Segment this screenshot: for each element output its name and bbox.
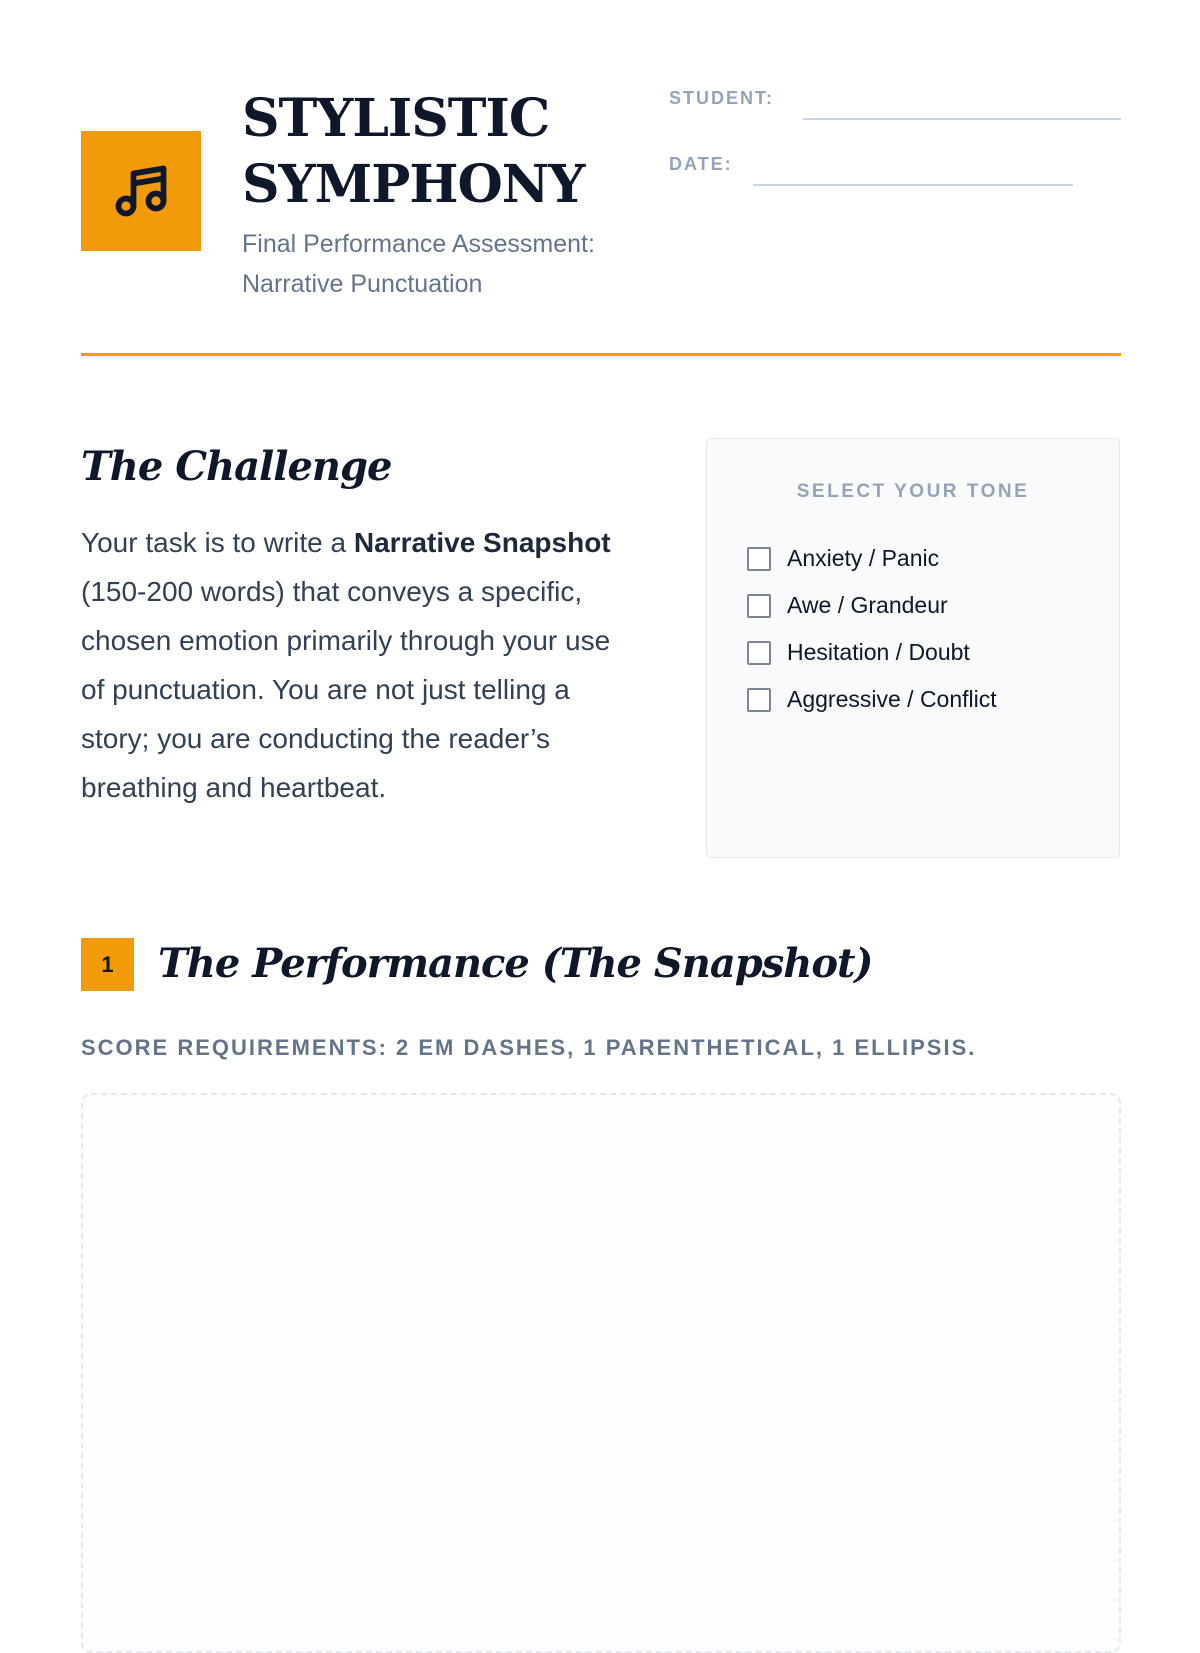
challenge-section bbox=[81, 440, 641, 812]
challenge-body: (150-200 words) that conveys a specific, chosen emotion primarily through your use of punctuation. You are not just telling a story; you are conducting the reader’s breathing and heartbeat. bbox=[81, 576, 611, 803]
tone-option-label: Aggressive / Conflict bbox=[787, 686, 997, 712]
title-line-2: SYMPHONY bbox=[242, 154, 585, 215]
tone-option-aggressive[interactable] bbox=[747, 676, 1107, 723]
performance-header bbox=[81, 938, 1121, 994]
tone-selector-panel bbox=[706, 438, 1120, 858]
checkbox[interactable] bbox=[747, 688, 771, 712]
challenge-bold-term: Narrative Snapshot bbox=[353, 527, 611, 558]
checkbox[interactable] bbox=[747, 547, 771, 571]
checkbox[interactable] bbox=[747, 594, 771, 618]
tone-options-list bbox=[747, 535, 1107, 723]
header-divider bbox=[81, 353, 1121, 356]
worksheet-header bbox=[81, 86, 1121, 358]
date-field[interactable] bbox=[753, 184, 1073, 186]
subtitle-line-1: Final Performance Assessment: bbox=[242, 230, 595, 258]
date-row bbox=[669, 152, 1121, 218]
challenge-text bbox=[81, 518, 641, 812]
checkbox[interactable] bbox=[747, 641, 771, 665]
challenge-intro: Your task is to write a bbox=[81, 527, 354, 558]
tone-option-hesitation[interactable] bbox=[747, 629, 1107, 676]
title-line-1: STYLISTIC bbox=[242, 88, 550, 149]
page-title bbox=[242, 86, 584, 218]
date-label: DATE: bbox=[669, 154, 733, 174]
tone-option-label: Awe / Grandeur bbox=[787, 592, 948, 618]
tone-option-label: Hesitation / Doubt bbox=[787, 639, 970, 665]
subtitle-line-2: Narrative Punctuation bbox=[242, 270, 483, 298]
tone-option-anxiety[interactable] bbox=[747, 535, 1107, 582]
performance-heading: The Performance (The Snapshot) bbox=[158, 940, 873, 987]
page-subtitle bbox=[242, 224, 662, 304]
challenge-heading: The Challenge bbox=[81, 443, 392, 490]
tone-selector-title: SELECT YOUR TONE bbox=[796, 481, 1030, 502]
section-number-badge: 1 bbox=[81, 938, 134, 991]
snapshot-writing-area[interactable] bbox=[81, 1093, 1121, 1653]
student-name-field[interactable] bbox=[803, 118, 1121, 120]
logo-badge bbox=[81, 131, 201, 251]
tone-option-label: Anxiety / Panic bbox=[787, 545, 940, 571]
student-meta bbox=[669, 86, 1121, 218]
student-label: STUDENT: bbox=[669, 88, 774, 108]
score-requirements: SCORE REQUIREMENTS: 2 EM DASHES, 1 PARENTHETICAL, 1 ELLIPSIS. bbox=[81, 1035, 977, 1060]
student-row bbox=[669, 86, 1121, 152]
music-note-icon bbox=[111, 161, 171, 221]
tone-option-awe[interactable] bbox=[747, 582, 1107, 629]
